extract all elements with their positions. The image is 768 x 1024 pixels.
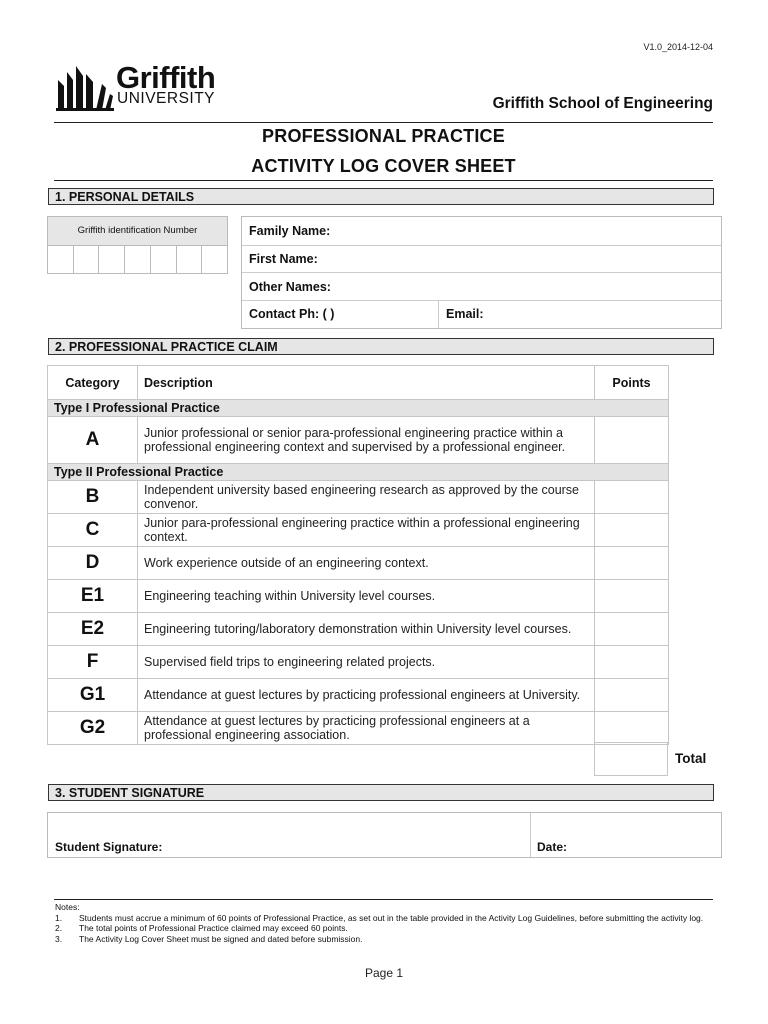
category-description: Junior para-professional engineering practice within a professional engineering context.	[138, 514, 595, 547]
category-description: Engineering teaching within University level courses.	[138, 580, 595, 613]
email-label: Email:	[446, 307, 484, 321]
logo-name: Griffith	[116, 60, 216, 95]
note-text: The total points of Professional Practice claimed may exceed 60 points.	[79, 923, 348, 933]
category-description: Attendance at guest lectures by practicing professional engineers at University.	[138, 679, 595, 712]
type-1-row	[48, 400, 669, 417]
id-digit-cell[interactable]	[125, 245, 151, 273]
category-description: Work experience outside of an engineering context.	[138, 547, 595, 580]
note-text: Students must accrue a minimum of 60 points of Professional Practice, as set out in the table provided in the Activity Log Guidelines, before submitting the activity log.	[79, 912, 704, 923]
points-input[interactable]	[595, 580, 669, 613]
table-row	[48, 514, 669, 547]
category-code: C	[48, 514, 138, 547]
other-names-field[interactable]	[242, 273, 721, 301]
family-name-label: Family Name:	[249, 224, 331, 238]
note-number: 3.	[55, 933, 63, 944]
other-names-label: Other Names:	[249, 280, 331, 294]
category-code: F	[48, 646, 138, 679]
id-digit-cell[interactable]	[74, 245, 100, 273]
note-number: 1.	[55, 912, 63, 923]
type-2-row	[48, 464, 669, 481]
section-practice-claim: 2. PROFESSIONAL PRACTICE CLAIM	[48, 338, 714, 355]
list-item	[55, 913, 715, 924]
first-name-field[interactable]	[242, 246, 721, 273]
logo-sub: UNIVERSITY	[117, 90, 216, 107]
col-description: Description	[138, 366, 595, 400]
points-input[interactable]	[595, 481, 669, 514]
points-input[interactable]	[595, 679, 669, 712]
contact-row[interactable]	[242, 301, 721, 328]
first-name-label: First Name:	[249, 252, 318, 266]
table-row	[48, 712, 669, 745]
type-1-label: Type I Professional Practice	[48, 400, 669, 417]
page-number: Page 1	[364, 966, 404, 980]
total-points-input[interactable]	[594, 742, 668, 776]
note-text: The Activity Log Cover Sheet must be signed and dated before submission.	[79, 933, 363, 944]
id-digit-cell[interactable]	[202, 245, 227, 273]
id-digit-cell[interactable]	[177, 245, 203, 273]
total-label: Total	[675, 751, 707, 766]
col-points: Points	[595, 366, 669, 400]
student-signature-label: Student Signature:	[55, 840, 163, 854]
family-name-field[interactable]	[242, 217, 721, 246]
table-row	[48, 646, 669, 679]
category-code: E1	[48, 580, 138, 613]
type-2-label: Type II Professional Practice	[48, 464, 669, 481]
points-input[interactable]	[595, 613, 669, 646]
points-input[interactable]	[595, 547, 669, 580]
personal-details-box	[241, 216, 722, 329]
id-number-cells[interactable]	[48, 245, 227, 273]
notes-heading: Notes:	[55, 902, 80, 912]
list-item	[55, 934, 715, 945]
section-student-signature: 3. STUDENT SIGNATURE	[48, 784, 714, 801]
signature-divider	[530, 813, 531, 857]
category-code: E2	[48, 613, 138, 646]
notes	[55, 902, 715, 944]
category-description: Junior professional or senior para-professional engineering practice within a professional engineering context and supervised by a professional engineer.	[138, 417, 595, 464]
notes-rule	[54, 899, 713, 900]
category-description: Attendance at guest lectures by practicing professional engineers at a professional engineering association.	[138, 712, 595, 745]
category-code: D	[48, 547, 138, 580]
table-row	[48, 547, 669, 580]
table-row	[48, 613, 669, 646]
note-number: 2.	[55, 923, 63, 933]
id-number-box	[47, 216, 228, 274]
header-rule	[54, 122, 713, 123]
table-row	[48, 481, 669, 514]
id-digit-cell[interactable]	[48, 245, 74, 273]
category-description: Engineering tutoring/laboratory demonstration within University level courses.	[138, 613, 595, 646]
category-code: G2	[48, 712, 138, 745]
griffith-logo-mark-icon	[56, 66, 114, 112]
section-personal-details: 1. PERSONAL DETAILS	[48, 188, 714, 205]
title-rule	[54, 180, 713, 181]
claim-table	[47, 365, 669, 745]
category-code: A	[48, 417, 138, 464]
griffith-logo	[56, 62, 246, 112]
doc-title-line1: PROFESSIONAL PRACTICE	[262, 126, 505, 146]
claim-header-row	[48, 366, 669, 400]
category-code: G1	[48, 679, 138, 712]
table-row	[48, 679, 669, 712]
points-input[interactable]	[595, 646, 669, 679]
col-category: Category	[48, 366, 138, 400]
id-number-label: Griffith identification Number	[48, 217, 227, 245]
table-row	[48, 417, 669, 464]
doc-title-line2: ACTIVITY LOG COVER SHEET	[251, 156, 516, 176]
signature-box	[47, 812, 722, 858]
points-input[interactable]	[595, 712, 669, 745]
points-input[interactable]	[595, 417, 669, 464]
school-name: Griffith School of Engineering	[492, 95, 713, 112]
email-field[interactable]	[438, 301, 484, 328]
id-digit-cell[interactable]	[151, 245, 177, 273]
category-code: B	[48, 481, 138, 514]
table-row	[48, 580, 669, 613]
id-digit-cell[interactable]	[99, 245, 125, 273]
date-label: Date:	[537, 840, 568, 854]
category-description: Supervised field trips to engineering related projects.	[138, 646, 595, 679]
list-item	[55, 923, 715, 934]
points-input[interactable]	[595, 514, 669, 547]
version-label: V1.0_2014-12-04	[643, 42, 713, 52]
contact-phone-label: Contact Ph: ( )	[249, 307, 335, 321]
category-description: Independent university based engineering research as approved by the course convenor.	[138, 481, 595, 514]
